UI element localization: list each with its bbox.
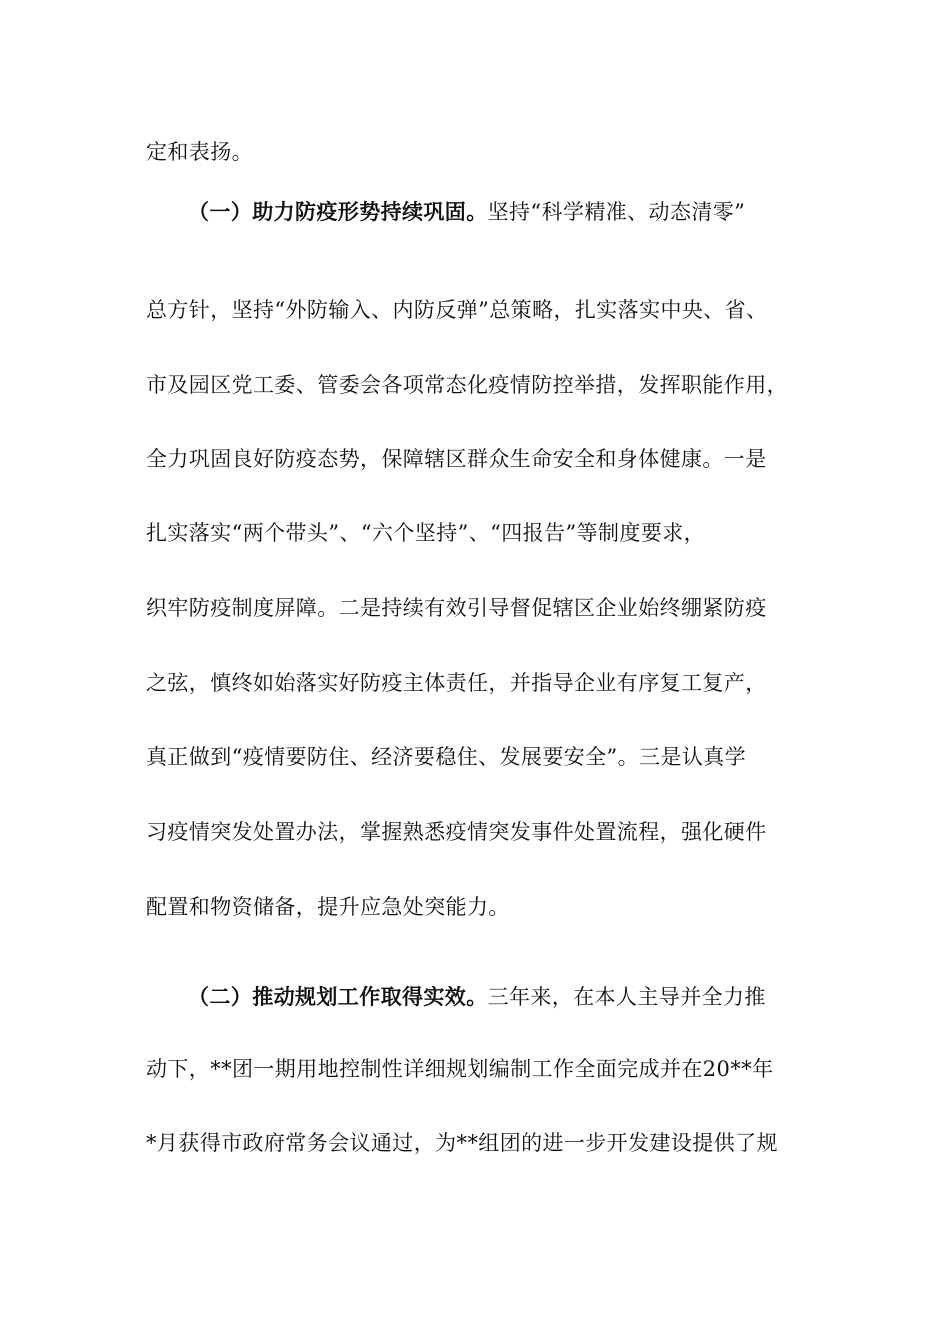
paragraph-line: 总方针，坚持“外防输入、内防反弹”总策略，扎实落实中央、省、 (146, 298, 768, 322)
paragraph-line: 织牢防疫制度屏障。二是持续有效引导督促辖区企业始终绷紧防疫 (146, 596, 767, 620)
paragraph-line: 配置和物资储备，提升应急处突能力。 (146, 895, 510, 919)
section-heading-2: （二）推动规划工作取得实效。 (188, 984, 488, 1009)
paragraph-line: 动下，**团一期用地控制性详细规划编制工作全面完成并在20**年 (146, 1057, 774, 1081)
paragraph-line: 市及园区党工委、管委会各项常态化疫情防控举措，发挥职能作用， (146, 373, 788, 397)
section-heading-1: （一）助力防疫形势持续巩固。 (188, 199, 488, 224)
paragraph-line: 扎实落实“两个带头”、“六个坚持”、“四报告”等制度要求， (146, 521, 706, 545)
paragraph-line: 之弦，慎终如始落实好防疫主体责任，并指导企业有序复工复产， (146, 671, 767, 695)
section-1-first-line (188, 197, 868, 227)
paragraph-line: 全力巩固良好防疫态势，保障辖区群众生命安全和身体健康。一是 (146, 447, 767, 471)
paragraph-line: 真正做到“疫情要防住、经济要稳住、发展要安全”。三是认真学 (146, 745, 747, 769)
paragraph-line: *月获得市政府常务会议通过，为**组团的进一步开发建设提供了规 (146, 1131, 778, 1155)
paragraph-line: 习疫情突发处置办法，掌握熟悉疫情突发事件处置流程，强化硬件 (146, 820, 767, 844)
section-2-first-line (188, 982, 868, 1012)
paragraph-text: 坚持“科学精准、动态清零” (487, 200, 746, 224)
paragraph-line: 定和表扬。 (146, 140, 253, 164)
paragraph-text: 三年来，在本人主导并全力推 (487, 985, 766, 1009)
